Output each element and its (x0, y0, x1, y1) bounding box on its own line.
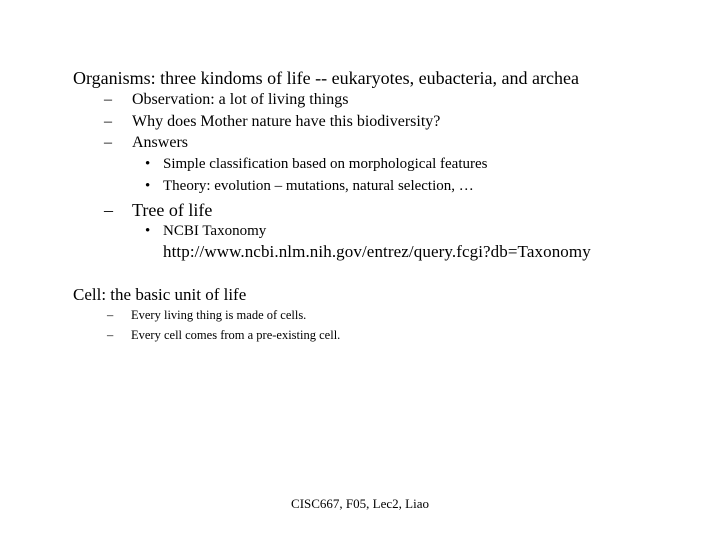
section2-heading: Cell: the basic unit of life (73, 285, 247, 304)
point-answers: Answers (132, 134, 188, 151)
dash-marker: – (104, 200, 113, 220)
answer-classification: Simple classification based on morphological features (163, 156, 488, 172)
dash-marker: – (107, 328, 114, 342)
point-observation: Observation: a lot of living things (132, 91, 349, 108)
dash-marker: – (104, 113, 112, 130)
dash-marker: – (104, 134, 112, 151)
bullet-marker: • (145, 178, 151, 194)
bullet-marker: • (145, 156, 151, 172)
dash-marker: – (104, 91, 112, 108)
slide-footer: CISC667, F05, Lec2, Liao (291, 496, 429, 511)
point-why: Why does Mother nature have this biodiversity? (132, 113, 441, 130)
dash-marker: – (107, 308, 114, 322)
answer-theory: Theory: evolution – mutations, natural selection, … (163, 178, 474, 194)
point-tree-of-life: Tree of life (132, 200, 213, 220)
bullet-marker: • (145, 223, 151, 239)
cell-point-made-of-cells: Every living thing is made of cells. (131, 308, 307, 322)
ncbi-taxonomy-label: NCBI Taxonomy (163, 223, 267, 239)
ncbi-taxonomy-url: http://www.ncbi.nlm.nih.gov/entrez/query.fcgi?db=Taxonomy (163, 242, 591, 261)
cell-point-pre-existing: Every cell comes from a pre-existing cell. (131, 328, 341, 342)
section1-heading: Organisms: three kindoms of life -- eukaryotes, eubacteria, and archea (73, 68, 579, 88)
